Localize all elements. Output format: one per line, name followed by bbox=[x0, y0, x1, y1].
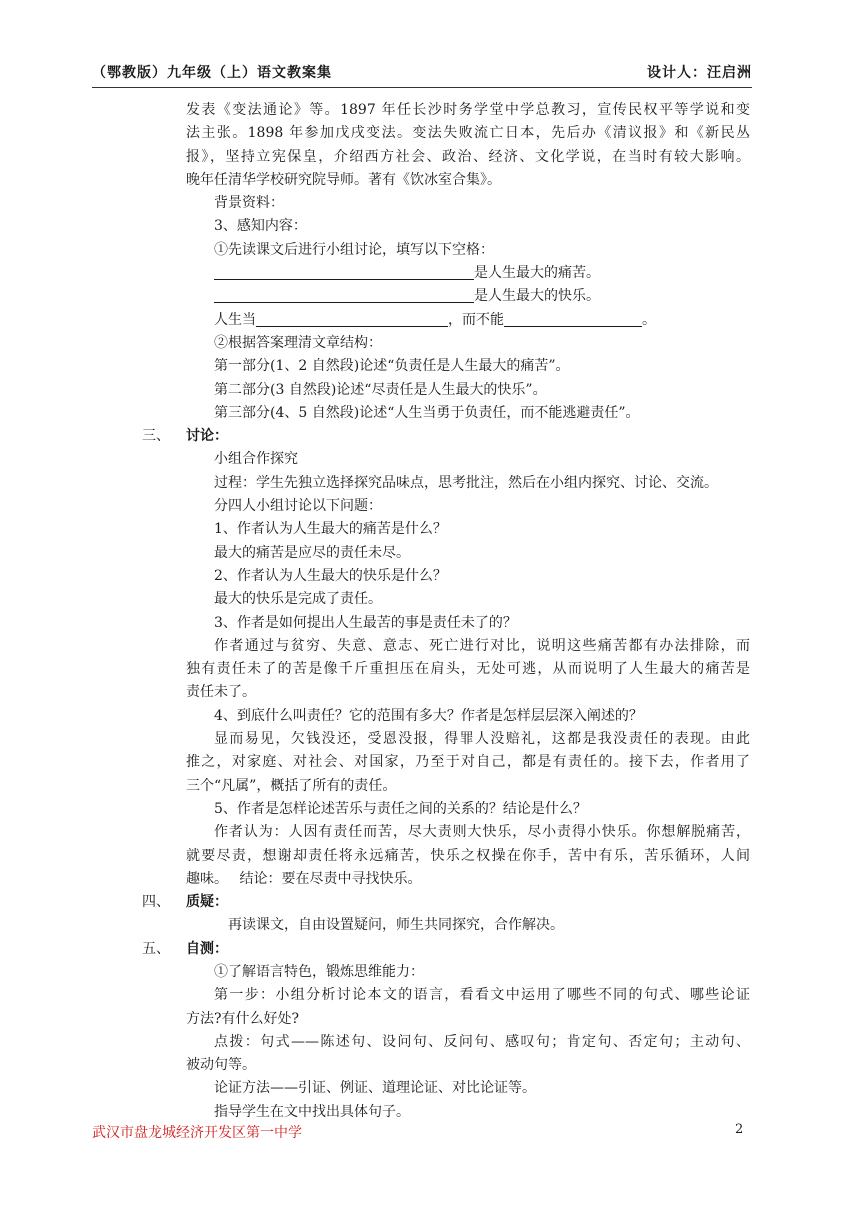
fill-blank-line bbox=[186, 309, 750, 332]
text-line: 被动句等。 bbox=[186, 1057, 256, 1074]
section-number: 五、 bbox=[142, 940, 170, 957]
text-line: 小组合作探究 bbox=[214, 451, 298, 468]
text-line: 第二部分(3 自然段)论述“尽责任是人生最大的快乐”。 bbox=[214, 381, 547, 398]
text-line: 论证方法——引证、例证、道理论证、对比论证等。 bbox=[214, 1080, 536, 1097]
text-line: 指导学生在文中找出具体句子。 bbox=[214, 1103, 410, 1120]
section-heading bbox=[142, 938, 750, 961]
text-line: 第一部分(1、2 自然段)论述“负责任是人生最大的痛苦”。 bbox=[214, 358, 570, 375]
text-line: 4、到底什么叫责任？它的范围有多大？作者是怎样层层深入阐述的？ bbox=[214, 707, 643, 724]
footer-school: 武汉市盘龙城经济开发区第一中学 bbox=[92, 1125, 302, 1141]
header-rule bbox=[92, 87, 752, 88]
text-line: 过程：学生先独立选择探究品味点，思考批注，然后在小组内探究、讨论、交流。 bbox=[214, 474, 718, 491]
text-line: 作者通过与贫穷、失意、意志、死亡进行对比，说明这些痛苦都有办法排除，而 bbox=[214, 637, 750, 654]
text-line: 显而易见，欠钱没还，受恩没报，得罪人没赔礼，这都是我没责任的表现。由此 bbox=[214, 731, 750, 748]
text-line: 1、作者认为人生最大的痛苦是什么？ bbox=[214, 521, 447, 538]
text-line: 分四人小组讨论以下问题： bbox=[214, 498, 382, 515]
text-line: 方法?有什么好处? bbox=[186, 1010, 300, 1027]
line-text: 是人生最大的快乐。 bbox=[474, 288, 600, 305]
text-line: 作者认为：人因有责任而苦，尽大责则大快乐，尽小责得小快乐。你想解脱痛苦， bbox=[214, 824, 750, 841]
text-line: 推之，对家庭、对社会、对国家，乃至于对自己，都是有责任的。接下去，作者用了 bbox=[186, 754, 750, 771]
header-title: （鄂教版）九年级（上）语文教案集 bbox=[92, 65, 332, 81]
text-line: 背景资料： bbox=[214, 195, 284, 212]
answer-blank bbox=[256, 310, 448, 327]
section-heading bbox=[142, 891, 750, 914]
text-line: 第一步：小组分析讨论本文的语言，看看文中运用了哪些不同的句式、哪些论证 bbox=[214, 987, 750, 1004]
text-line: 点拨：句式——陈述句、设问句、反问句、感叹句；肯定句、否定句；主动句、 bbox=[214, 1033, 750, 1050]
text-line: ①先读课文后进行小组讨论，填写以下空格： bbox=[214, 241, 494, 258]
fill-blank-line bbox=[186, 262, 750, 285]
section-title: 质疑： bbox=[186, 894, 228, 911]
section-title: 讨论： bbox=[186, 428, 228, 445]
text-line: 责任未了。 bbox=[186, 684, 256, 701]
section-title: 自测： bbox=[186, 940, 228, 957]
answer-blank bbox=[504, 310, 642, 327]
text-line: 2、作者认为人生最大的快乐是什么？ bbox=[214, 567, 447, 584]
section-heading bbox=[142, 425, 750, 448]
line-text: ，而不能 bbox=[448, 311, 504, 328]
answer-blank bbox=[214, 263, 474, 280]
line-text: 人生当 bbox=[214, 311, 256, 328]
line-text: 。 bbox=[642, 311, 656, 328]
text-line: 就要尽责，想谢却责任将永远痛苦，快乐之权操在你手，苦中有乐，苦乐循环，人间 bbox=[186, 847, 750, 864]
text-line: 晚年任清华学校研究院导师。著有《饮冰室合集》。 bbox=[186, 171, 501, 188]
page-header bbox=[92, 62, 752, 86]
text-line: 三个“凡属”，概括了所有的责任。 bbox=[186, 777, 397, 794]
section-number: 三、 bbox=[142, 428, 170, 445]
text-line: 3、作者是如何提出人生最苦的事是责任未了的？ bbox=[214, 614, 517, 631]
text-line: 法主张。1898 年参加戊戌变法。变法失败流亡日本，先后办《清议报》和《新民丛 bbox=[186, 125, 750, 142]
text-line: 独有责任未了的苦是像千斤重担压在肩头，无处可逃，从而说明了人生最大的痛苦是 bbox=[186, 661, 750, 678]
text-line: 报》，坚持立宪保皇，介绍西方社会、政治、经济、文化学说，在当时有较大影响。 bbox=[186, 148, 750, 165]
answer-blank bbox=[214, 286, 474, 303]
text-line: 最大的痛苦是应尽的责任未尽。 bbox=[214, 544, 410, 561]
document-body bbox=[142, 99, 750, 1124]
text-line: ①了解语言特色，锻炼思维能力： bbox=[214, 963, 424, 980]
text-line: 再读课文，自由设置疑问，师生共同探究，合作解决。 bbox=[228, 917, 564, 934]
text-line: 第三部分(4、5 自然段)论述“人生当勇于负责任，而不能逃避责任”。 bbox=[214, 404, 640, 421]
page-number: 2 bbox=[735, 1122, 744, 1137]
text-line: 最大的快乐是完成了责任。 bbox=[214, 591, 382, 608]
text-line: ②根据答案理清文章结构： bbox=[214, 334, 382, 351]
text-line: 3、感知内容： bbox=[214, 218, 307, 235]
text-line: 趣味。 结论：要在尽责中寻找快乐。 bbox=[186, 870, 422, 887]
section-number: 四、 bbox=[142, 894, 170, 911]
text-line: 发表《变法通论》等。1897 年任长沙时务学堂中学总教习，宣传民权平等学说和变 bbox=[186, 102, 750, 118]
text-line: 5、作者是怎样论述苦乐与责任之间的关系的？结论是什么？ bbox=[214, 800, 587, 817]
fill-blank-line bbox=[186, 285, 750, 308]
line-text: 是人生最大的痛苦。 bbox=[474, 265, 600, 282]
header-author: 设计人：汪启洲 bbox=[647, 65, 752, 81]
